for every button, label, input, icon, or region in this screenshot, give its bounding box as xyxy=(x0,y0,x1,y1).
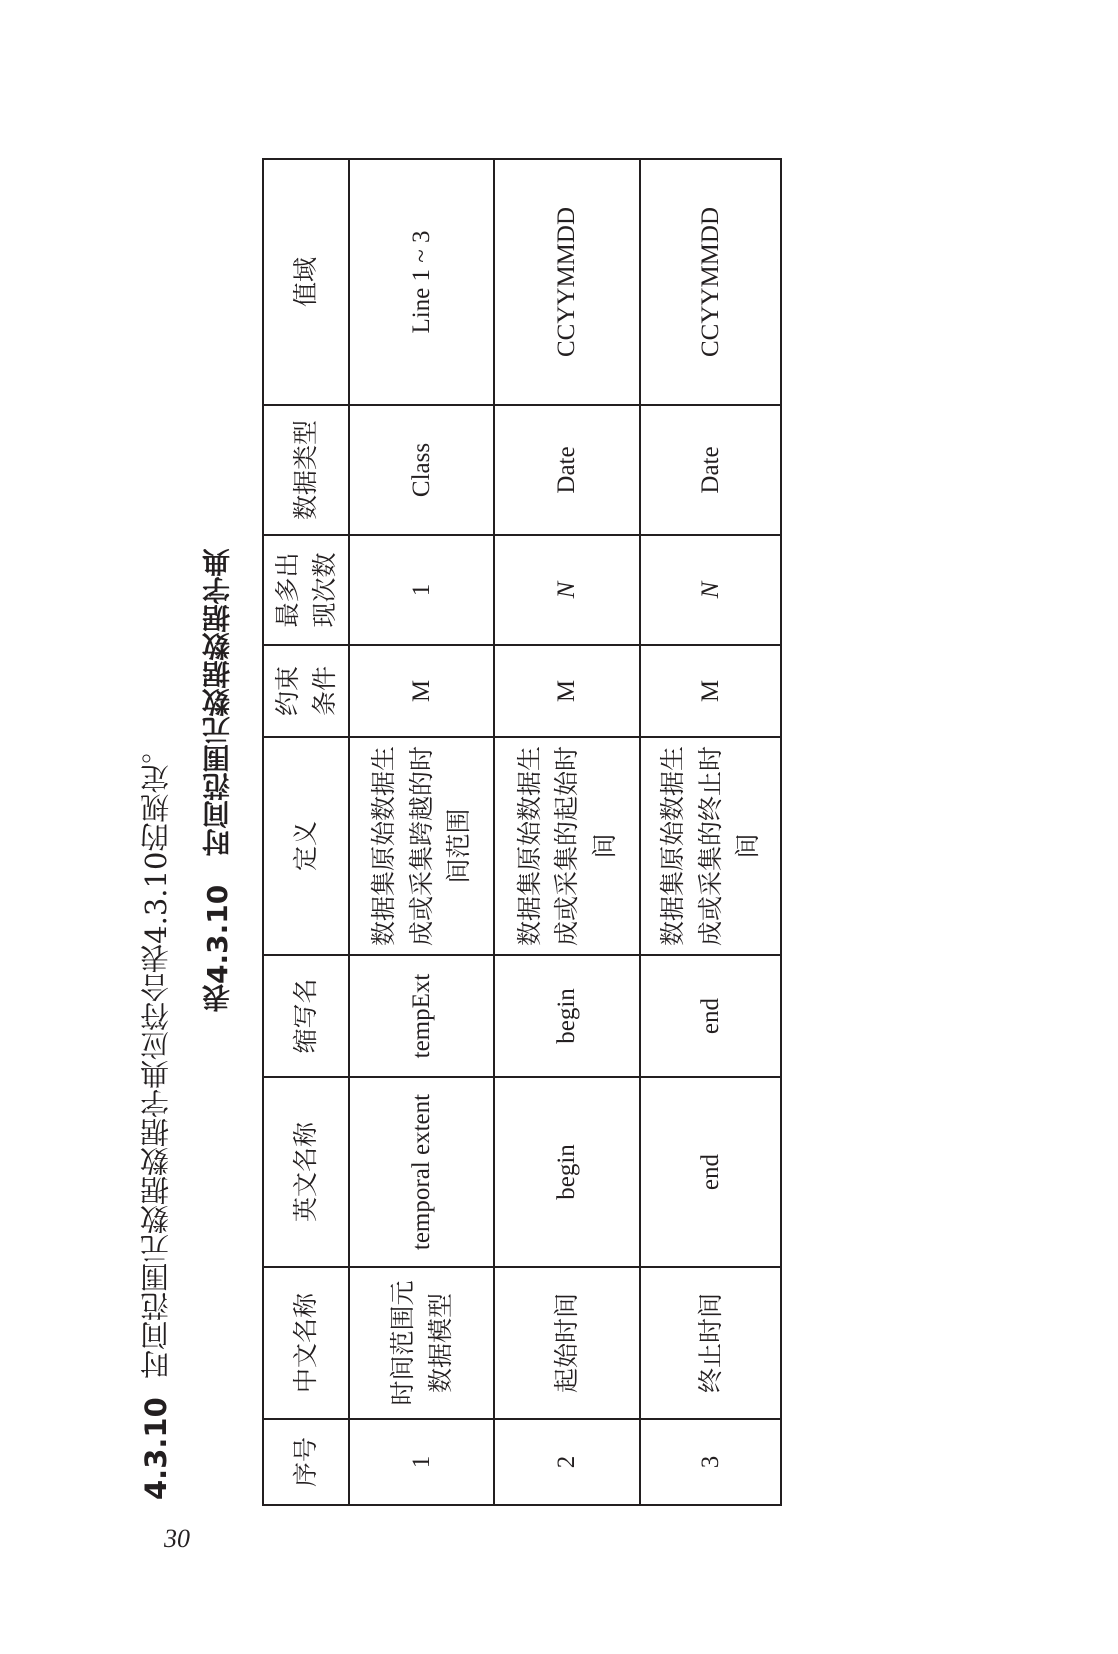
cell-constraint: M xyxy=(640,645,781,737)
header-en-name: 英文名称 xyxy=(263,1077,349,1267)
table-row xyxy=(349,159,494,1505)
cell-abbr: end xyxy=(640,955,781,1077)
header-abbr: 缩写名 xyxy=(263,955,349,1077)
data-dictionary-table-wrapper xyxy=(262,160,782,1506)
cell-data-type: Class xyxy=(349,405,494,535)
cell-en-name: end xyxy=(640,1077,781,1267)
header-data-type: 数据类型 xyxy=(263,405,349,535)
cell-constraint: M xyxy=(349,645,494,737)
section-paragraph xyxy=(139,640,173,1500)
section-text: 时间范围元数据数据字典应符合表4.3.10的规定。 xyxy=(139,735,173,1379)
cell-definition: 数据集原始数据生成或采集的终止时间 xyxy=(640,737,781,955)
table-header-row xyxy=(263,159,349,1505)
cell-en-name: temporal extent xyxy=(349,1077,494,1267)
cell-seq: 3 xyxy=(640,1419,781,1505)
cell-cn-name: 终止时间 xyxy=(640,1267,781,1419)
table-row xyxy=(640,159,781,1505)
page-number: 30 xyxy=(164,1524,190,1553)
cell-cn-name: 时间范围元数据模型 xyxy=(349,1267,494,1419)
cell-constraint: M xyxy=(494,645,639,737)
header-max-occurs: 最多出现次数 xyxy=(263,535,349,645)
cell-max-occurs: 1 xyxy=(349,535,494,645)
header-domain: 值域 xyxy=(263,159,349,405)
header-seq: 序号 xyxy=(263,1419,349,1505)
cell-definition: 数据集原始数据生成或采集的起始时间 xyxy=(494,737,639,955)
cell-definition: 数据集原始数据生成或采集跨越的时间范围 xyxy=(349,737,494,955)
header-definition: 定义 xyxy=(263,737,349,955)
cell-domain: CCYYMMDD xyxy=(640,159,781,405)
table-row xyxy=(494,159,639,1505)
cell-data-type: Date xyxy=(494,405,639,535)
header-constraint: 约束条件 xyxy=(263,645,349,737)
cell-max-occurs: N xyxy=(494,535,639,645)
cell-abbr: begin xyxy=(494,955,639,1077)
cell-domain: CCYYMMDD xyxy=(494,159,639,405)
section-number: 4.3.10 xyxy=(139,1397,173,1500)
cell-domain: Line 1 ~ 3 xyxy=(349,159,494,405)
cell-abbr: tempExt xyxy=(349,955,494,1077)
header-cn-name: 中文名称 xyxy=(263,1267,349,1419)
cell-seq: 1 xyxy=(349,1419,494,1505)
data-dictionary-table xyxy=(262,158,782,1506)
cell-data-type: Date xyxy=(640,405,781,535)
cell-en-name: begin xyxy=(494,1077,639,1267)
cell-cn-name: 起始时间 xyxy=(494,1267,639,1419)
table-caption: 表4.3.10 时间范围元数据数据字典 xyxy=(201,548,234,1012)
cell-max-occurs: N xyxy=(640,535,781,645)
cell-seq: 2 xyxy=(494,1419,639,1505)
